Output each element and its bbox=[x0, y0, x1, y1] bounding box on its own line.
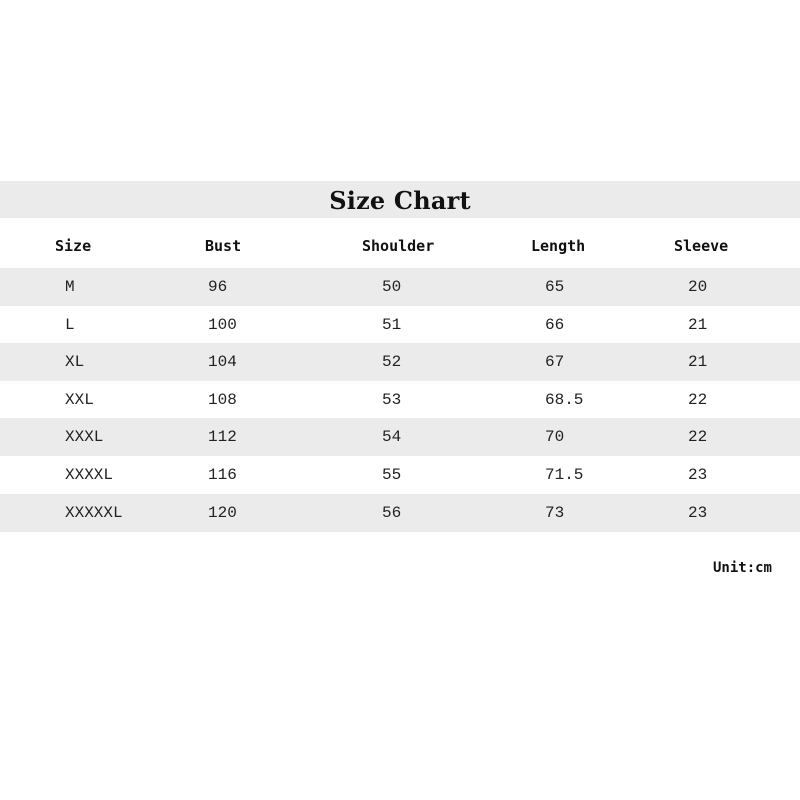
cell-size: L bbox=[65, 316, 75, 334]
cell-shoulder: 56 bbox=[382, 504, 402, 522]
cell-sleeve: 20 bbox=[688, 278, 708, 296]
cell-length: 73 bbox=[545, 504, 565, 522]
cell-size: XXXXL bbox=[65, 466, 114, 484]
cell-sleeve: 23 bbox=[688, 466, 708, 484]
cell-size: XXXXXL bbox=[65, 504, 123, 522]
cell-bust: 116 bbox=[208, 466, 237, 484]
cell-length: 65 bbox=[545, 278, 565, 296]
cell-sleeve: 21 bbox=[688, 316, 708, 334]
header-shoulder: Shoulder bbox=[362, 237, 435, 255]
cell-bust: 100 bbox=[208, 316, 237, 334]
cell-bust: 112 bbox=[208, 428, 237, 446]
cell-sleeve: 23 bbox=[688, 504, 708, 522]
cell-size: XL bbox=[65, 353, 85, 371]
cell-shoulder: 55 bbox=[382, 466, 402, 484]
table-row bbox=[0, 343, 800, 381]
table-row bbox=[0, 306, 800, 344]
table-row bbox=[0, 381, 800, 419]
cell-shoulder: 53 bbox=[382, 391, 402, 409]
header-size: Size bbox=[55, 237, 92, 255]
cell-shoulder: 51 bbox=[382, 316, 402, 334]
cell-sleeve: 22 bbox=[688, 428, 708, 446]
cell-length: 70 bbox=[545, 428, 565, 446]
cell-length: 67 bbox=[545, 353, 565, 371]
cell-shoulder: 54 bbox=[382, 428, 402, 446]
cell-shoulder: 52 bbox=[382, 353, 402, 371]
table-row bbox=[0, 268, 800, 306]
header-sleeve: Sleeve bbox=[674, 237, 729, 255]
cell-size: XXXL bbox=[65, 428, 104, 446]
chart-title: Size Chart bbox=[329, 186, 471, 215]
cell-length: 71.5 bbox=[545, 466, 584, 484]
table-row bbox=[0, 418, 800, 456]
table-row bbox=[0, 494, 800, 532]
cell-length: 66 bbox=[545, 316, 565, 334]
header-length: Length bbox=[531, 237, 586, 255]
cell-bust: 96 bbox=[208, 278, 228, 296]
cell-bust: 108 bbox=[208, 391, 237, 409]
cell-shoulder: 50 bbox=[382, 278, 402, 296]
cell-length: 68.5 bbox=[545, 391, 584, 409]
cell-size: XXL bbox=[65, 391, 94, 409]
cell-sleeve: 21 bbox=[688, 353, 708, 371]
table-header-row bbox=[0, 232, 800, 260]
cell-bust: 104 bbox=[208, 353, 237, 371]
unit-label: Unit:cm bbox=[712, 560, 772, 576]
cell-size: M bbox=[65, 278, 75, 296]
header-bust: Bust bbox=[205, 237, 242, 255]
table-row bbox=[0, 456, 800, 494]
cell-bust: 120 bbox=[208, 504, 237, 522]
cell-sleeve: 22 bbox=[688, 391, 708, 409]
